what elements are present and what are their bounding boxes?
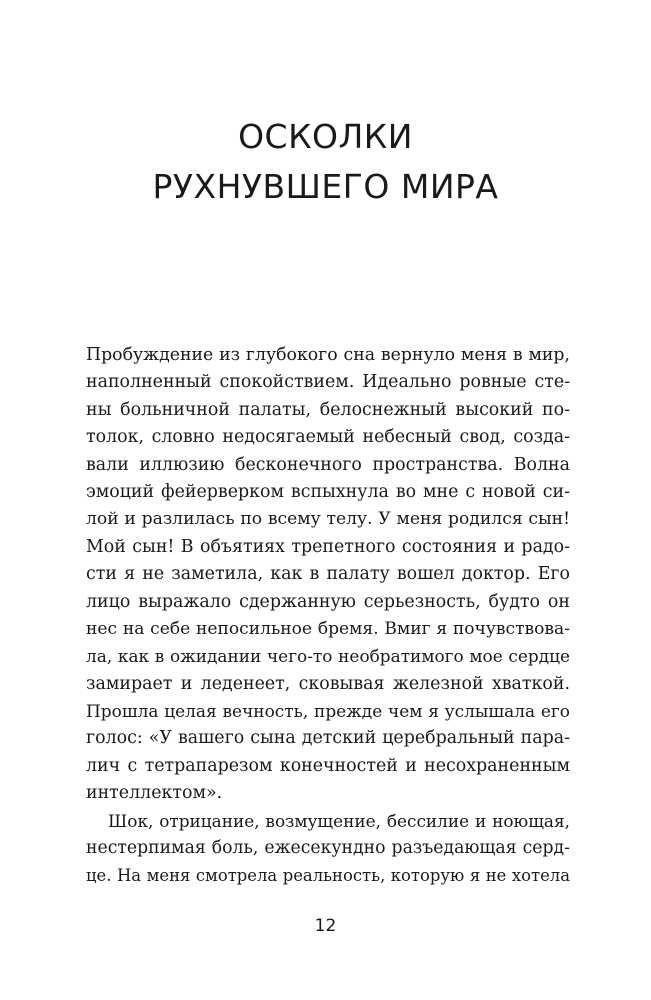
chapter-title-line: РУХНУВШЕГО МИРА: [152, 167, 499, 206]
text-line: ны больничной палаты, белоснежный высокий по-: [86, 399, 570, 420]
text-line: голос: «У вашего сына детский церебральный пара-: [86, 728, 570, 749]
text-line: сти я не заметила, как в палату вошел доктор. Его: [86, 564, 570, 585]
text-line: ла, как в ожидании чего-то необратимого мое сердце: [86, 646, 570, 667]
chapter-title-line: ОСКОЛКИ: [238, 117, 413, 156]
paragraph: [86, 342, 570, 808]
page-number: 12: [314, 916, 337, 936]
text-line: лицо выражало сдержанную серьезность, будто он: [86, 591, 570, 612]
text-line: це. На меня смотрела реальность, которую я не хотела: [86, 866, 570, 886]
text-line: наполненный спокойствием. Идеально ровные сте-: [86, 372, 570, 393]
text-line: нес на себе непосильное бремя. Вмиг я почувствова-: [86, 618, 570, 639]
text-line: нестерпимая боль, ежесекундно разъедающая серд-: [86, 838, 570, 859]
text-line: Мой сын! В объятиях трепетного состояния и радо-: [86, 536, 570, 557]
text-line: Шок, отрицание, возмущение, бессилие и ноющая,: [108, 810, 570, 831]
text-line: вали иллюзию бесконечного пространства. Волна: [86, 454, 570, 475]
text-line: Прошла целая вечность, прежде чем я услышала его: [86, 701, 570, 722]
text-line: Пробуждение из глубокого сна вернуло меня в мир,: [86, 345, 570, 365]
text-line: замирает и леденеет, сковывая железной хваткой.: [86, 673, 570, 694]
paragraph: [86, 808, 570, 890]
text-line: лой и разлилась по всему телу. У меня родился сын!: [86, 509, 570, 530]
text-line: интеллектом».: [86, 783, 223, 804]
text-line: эмоций фейерверком вспыхнула во мне с новой си-: [86, 481, 570, 502]
chapter-title: [0, 112, 651, 212]
text-line: толок, словно недосягаемый небесный свод, созда-: [86, 427, 570, 448]
text-line: лич с тетрапарезом конечностей и несохраненным: [86, 755, 570, 776]
body-text: [86, 342, 570, 890]
